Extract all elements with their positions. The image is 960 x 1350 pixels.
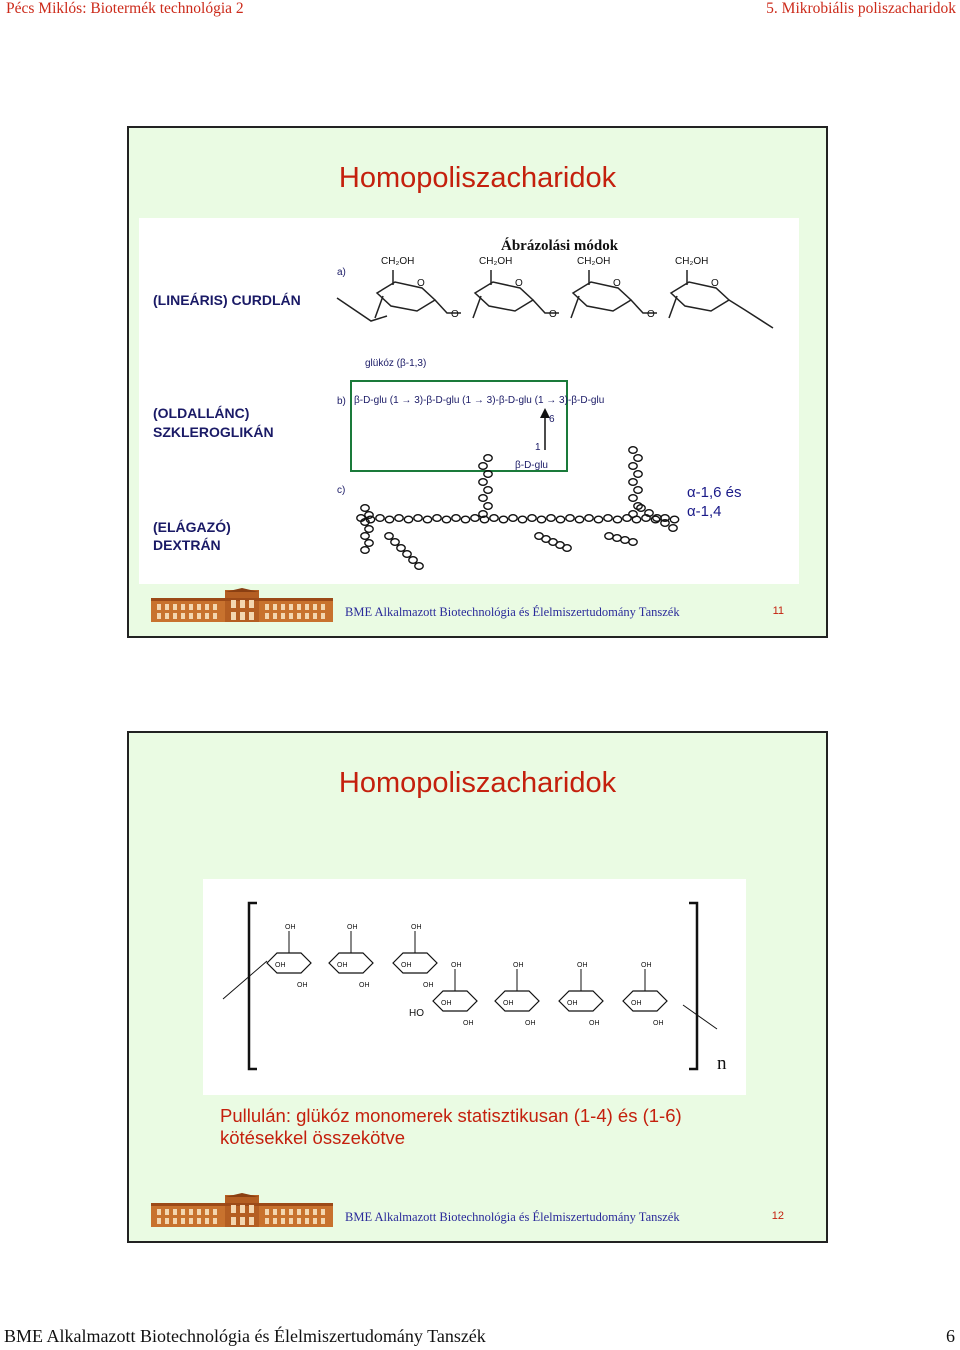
glucose-bead	[461, 516, 469, 523]
ch2oh-1: CH₂OH	[381, 256, 415, 267]
slide-footer-department: BME Alkalmazott Biotechnológia és Élelmiszertudomány Tanszék	[345, 605, 680, 619]
pullulan-rings	[267, 924, 667, 1027]
glucose-bead	[484, 487, 492, 494]
hydroxyl-label: OH	[411, 924, 422, 931]
glucose-bead	[613, 535, 621, 542]
scleroglucan-label-2: SZKLEROGLIKÁN	[153, 424, 274, 440]
glucose-bead	[629, 495, 637, 502]
hydroxyl-label: OH	[567, 1000, 578, 1007]
glucose-ring	[267, 924, 311, 989]
hydroxyl-label: OH	[463, 1020, 474, 1027]
glucose-bead	[361, 505, 369, 512]
hydroxyl-label: OH	[451, 962, 462, 969]
glucose-ring	[623, 962, 667, 1027]
hydroxyl-label: OH	[275, 962, 286, 969]
glucose-bead	[604, 515, 612, 522]
glucose-bead	[452, 515, 460, 522]
curdlan-label: (LINEÁRIS) CURDLÁN	[153, 292, 301, 308]
glucose-bead	[634, 455, 642, 462]
bridge-oxygen-2: O	[549, 309, 557, 320]
figure-heading: Ábrázolási módok	[501, 238, 619, 254]
hydroxyl-label: OH	[503, 1000, 514, 1007]
dextran-label-2: DEXTRÁN	[153, 537, 221, 553]
glucose-bead	[479, 463, 487, 470]
caption-line-1: Pullulán: glükóz monomerek statisztikusan (1-4) és (1-6)	[220, 1105, 682, 1126]
ring-oxygen-2: O	[515, 278, 523, 289]
glucose-bead	[509, 515, 517, 522]
glucose-bead	[376, 515, 384, 522]
glucose-bead	[566, 515, 574, 522]
slide-number: 12	[771, 1210, 784, 1222]
scleroglucan-label-1: (OLDALLÁNC)	[153, 405, 250, 421]
slide-footer	[129, 1183, 826, 1241]
glucose-bead	[479, 479, 487, 486]
glucose-bead	[365, 526, 373, 533]
bme-building-logo	[151, 1193, 333, 1229]
glucose-ring	[495, 962, 539, 1027]
pullulan-structure-svg	[203, 879, 746, 1095]
glucose-bead	[471, 515, 479, 522]
glucose-ring	[559, 962, 603, 1027]
glucose-bead	[361, 547, 369, 554]
hydroxyl-label: OH	[347, 924, 358, 931]
ch2oh-4: CH₂OH	[675, 256, 709, 267]
slide-number: 11	[772, 605, 784, 617]
bme-building-logo	[151, 588, 333, 624]
glucose-bead	[361, 533, 369, 540]
scleroglucan-chain: β-D-glu (1 → 3)-β-D-glu (1 → 3)-β-D-glu (1 → 3)-β-D-glu	[354, 395, 605, 406]
glucose-bead	[415, 563, 423, 570]
repeat-unit-brackets	[249, 903, 697, 1069]
representation-figure	[139, 218, 799, 584]
caption-line-2: kötésekkel összekötve	[220, 1127, 406, 1149]
glucose-bead	[585, 515, 593, 522]
glucose-bead	[442, 516, 450, 523]
glucose-bead	[484, 455, 492, 462]
page-header-left: Pécs Miklós: Biotermék technológia 2	[6, 0, 244, 17]
glucose-bead	[484, 503, 492, 510]
marker-c: c)	[337, 485, 346, 496]
glucose-bead	[621, 537, 629, 544]
hydroxyl-label: OH	[337, 962, 348, 969]
glucose-note: glükóz (β-1,3)	[365, 358, 427, 369]
marker-b: b)	[337, 396, 346, 407]
ch2oh-3: CH₂OH	[577, 256, 611, 267]
glucose-bead	[528, 515, 536, 522]
glucose-bead	[629, 447, 637, 454]
branch-position-1: 1	[535, 442, 541, 453]
glucose-ring	[393, 924, 437, 989]
glucose-bead	[563, 545, 571, 552]
glucose-bead	[613, 516, 621, 523]
glucose-bead	[537, 516, 545, 523]
slide-title: Homopoliszacharidok	[338, 767, 617, 799]
glucose-bead	[629, 511, 637, 518]
alpha-14-label: α-1,4	[687, 503, 722, 520]
glucose-ring-4	[669, 270, 773, 328]
marker-a: a)	[337, 267, 346, 278]
page-number: 6	[946, 1326, 955, 1346]
glucose-bead	[385, 516, 393, 523]
hydroxyl-label: OH	[589, 1020, 600, 1027]
chain-end-bond	[683, 1005, 717, 1029]
glucose-bead	[629, 463, 637, 470]
hydroxyl-label: OH	[423, 982, 434, 989]
glucose-bead	[669, 525, 677, 532]
glucose-bead	[490, 515, 498, 522]
glucose-ring	[433, 962, 477, 1027]
slide-12	[127, 731, 828, 1243]
branch-position-6: 6	[549, 414, 555, 425]
hydroxyl-label: OH	[577, 962, 588, 969]
ch2oh-2: CH₂OH	[479, 256, 513, 267]
repeat-count-n: n	[717, 1053, 727, 1074]
alpha-16-label: α-1,6 és	[687, 484, 742, 501]
dextran-label-1: (ELÁGAZÓ)	[153, 519, 231, 535]
chain-start-bond	[223, 961, 267, 999]
hydroxyl-label: OH	[653, 1020, 664, 1027]
glucose-bead	[547, 515, 555, 522]
glucose-bead	[423, 516, 431, 523]
glucose-bead	[556, 516, 564, 523]
hydroxyl-label: OH	[631, 1000, 642, 1007]
glucose-bead	[575, 516, 583, 523]
glucose-bead	[385, 533, 393, 540]
glucose-bead	[479, 495, 487, 502]
page-footer-department: BME Alkalmazott Biotechnológia és Élelmiszertudomány Tanszék	[4, 1326, 486, 1346]
glucose-bead	[634, 487, 642, 494]
slide-title: Homopoliszacharidok	[338, 162, 617, 194]
glucose-bead	[629, 539, 637, 546]
glucose-bead	[365, 540, 373, 547]
glucose-bead	[670, 516, 678, 523]
glucose-bead	[395, 515, 403, 522]
hydroxyl-label: OH	[525, 1020, 536, 1027]
hydroxyl-label: OH	[513, 962, 524, 969]
hydroxyl-ho: HO	[409, 1008, 424, 1019]
scleroglucan-structure	[351, 381, 604, 471]
glucose-bead	[404, 516, 412, 523]
representation-figure-svg	[139, 218, 799, 584]
page-header-right: 5. Mikrobiális poliszacharidok	[766, 0, 956, 17]
ring-oxygen-1: O	[417, 278, 425, 289]
branch-glucose: β-D-glu	[515, 460, 548, 471]
glucose-bead	[365, 512, 373, 519]
glucose-bead	[499, 516, 507, 523]
slide-footer-department: BME Alkalmazott Biotechnológia és Élelmiszertudomány Tanszék	[345, 1210, 680, 1224]
glucose-ring	[329, 924, 373, 989]
bridge-oxygen-3: O	[647, 309, 655, 320]
hydroxyl-label: OH	[401, 962, 412, 969]
hydroxyl-label: OH	[297, 982, 308, 989]
slide-11	[127, 126, 828, 638]
hydroxyl-label: OH	[441, 1000, 452, 1007]
ring-oxygen-3: O	[613, 278, 621, 289]
ring-oxygen-4: O	[711, 278, 719, 289]
glucose-bead	[391, 539, 399, 546]
hydroxyl-label: OH	[285, 924, 296, 931]
slide-footer	[129, 578, 826, 636]
pullulan-caption	[220, 1105, 800, 1149]
glucose-bead	[594, 516, 602, 523]
glucose-bead	[629, 479, 637, 486]
glucose-bead	[433, 515, 441, 522]
hydroxyl-label: OH	[641, 962, 652, 969]
glucose-bead	[605, 533, 613, 540]
glucose-bead	[414, 515, 422, 522]
pullulan-structure-figure	[203, 879, 746, 1095]
glucose-bead	[403, 551, 411, 558]
glucose-bead	[518, 516, 526, 523]
glucose-bead	[634, 471, 642, 478]
glucose-bead	[397, 545, 405, 552]
glucose-bead	[409, 557, 417, 564]
hydroxyl-label: OH	[359, 982, 370, 989]
bridge-oxygen-1: O	[451, 309, 459, 320]
